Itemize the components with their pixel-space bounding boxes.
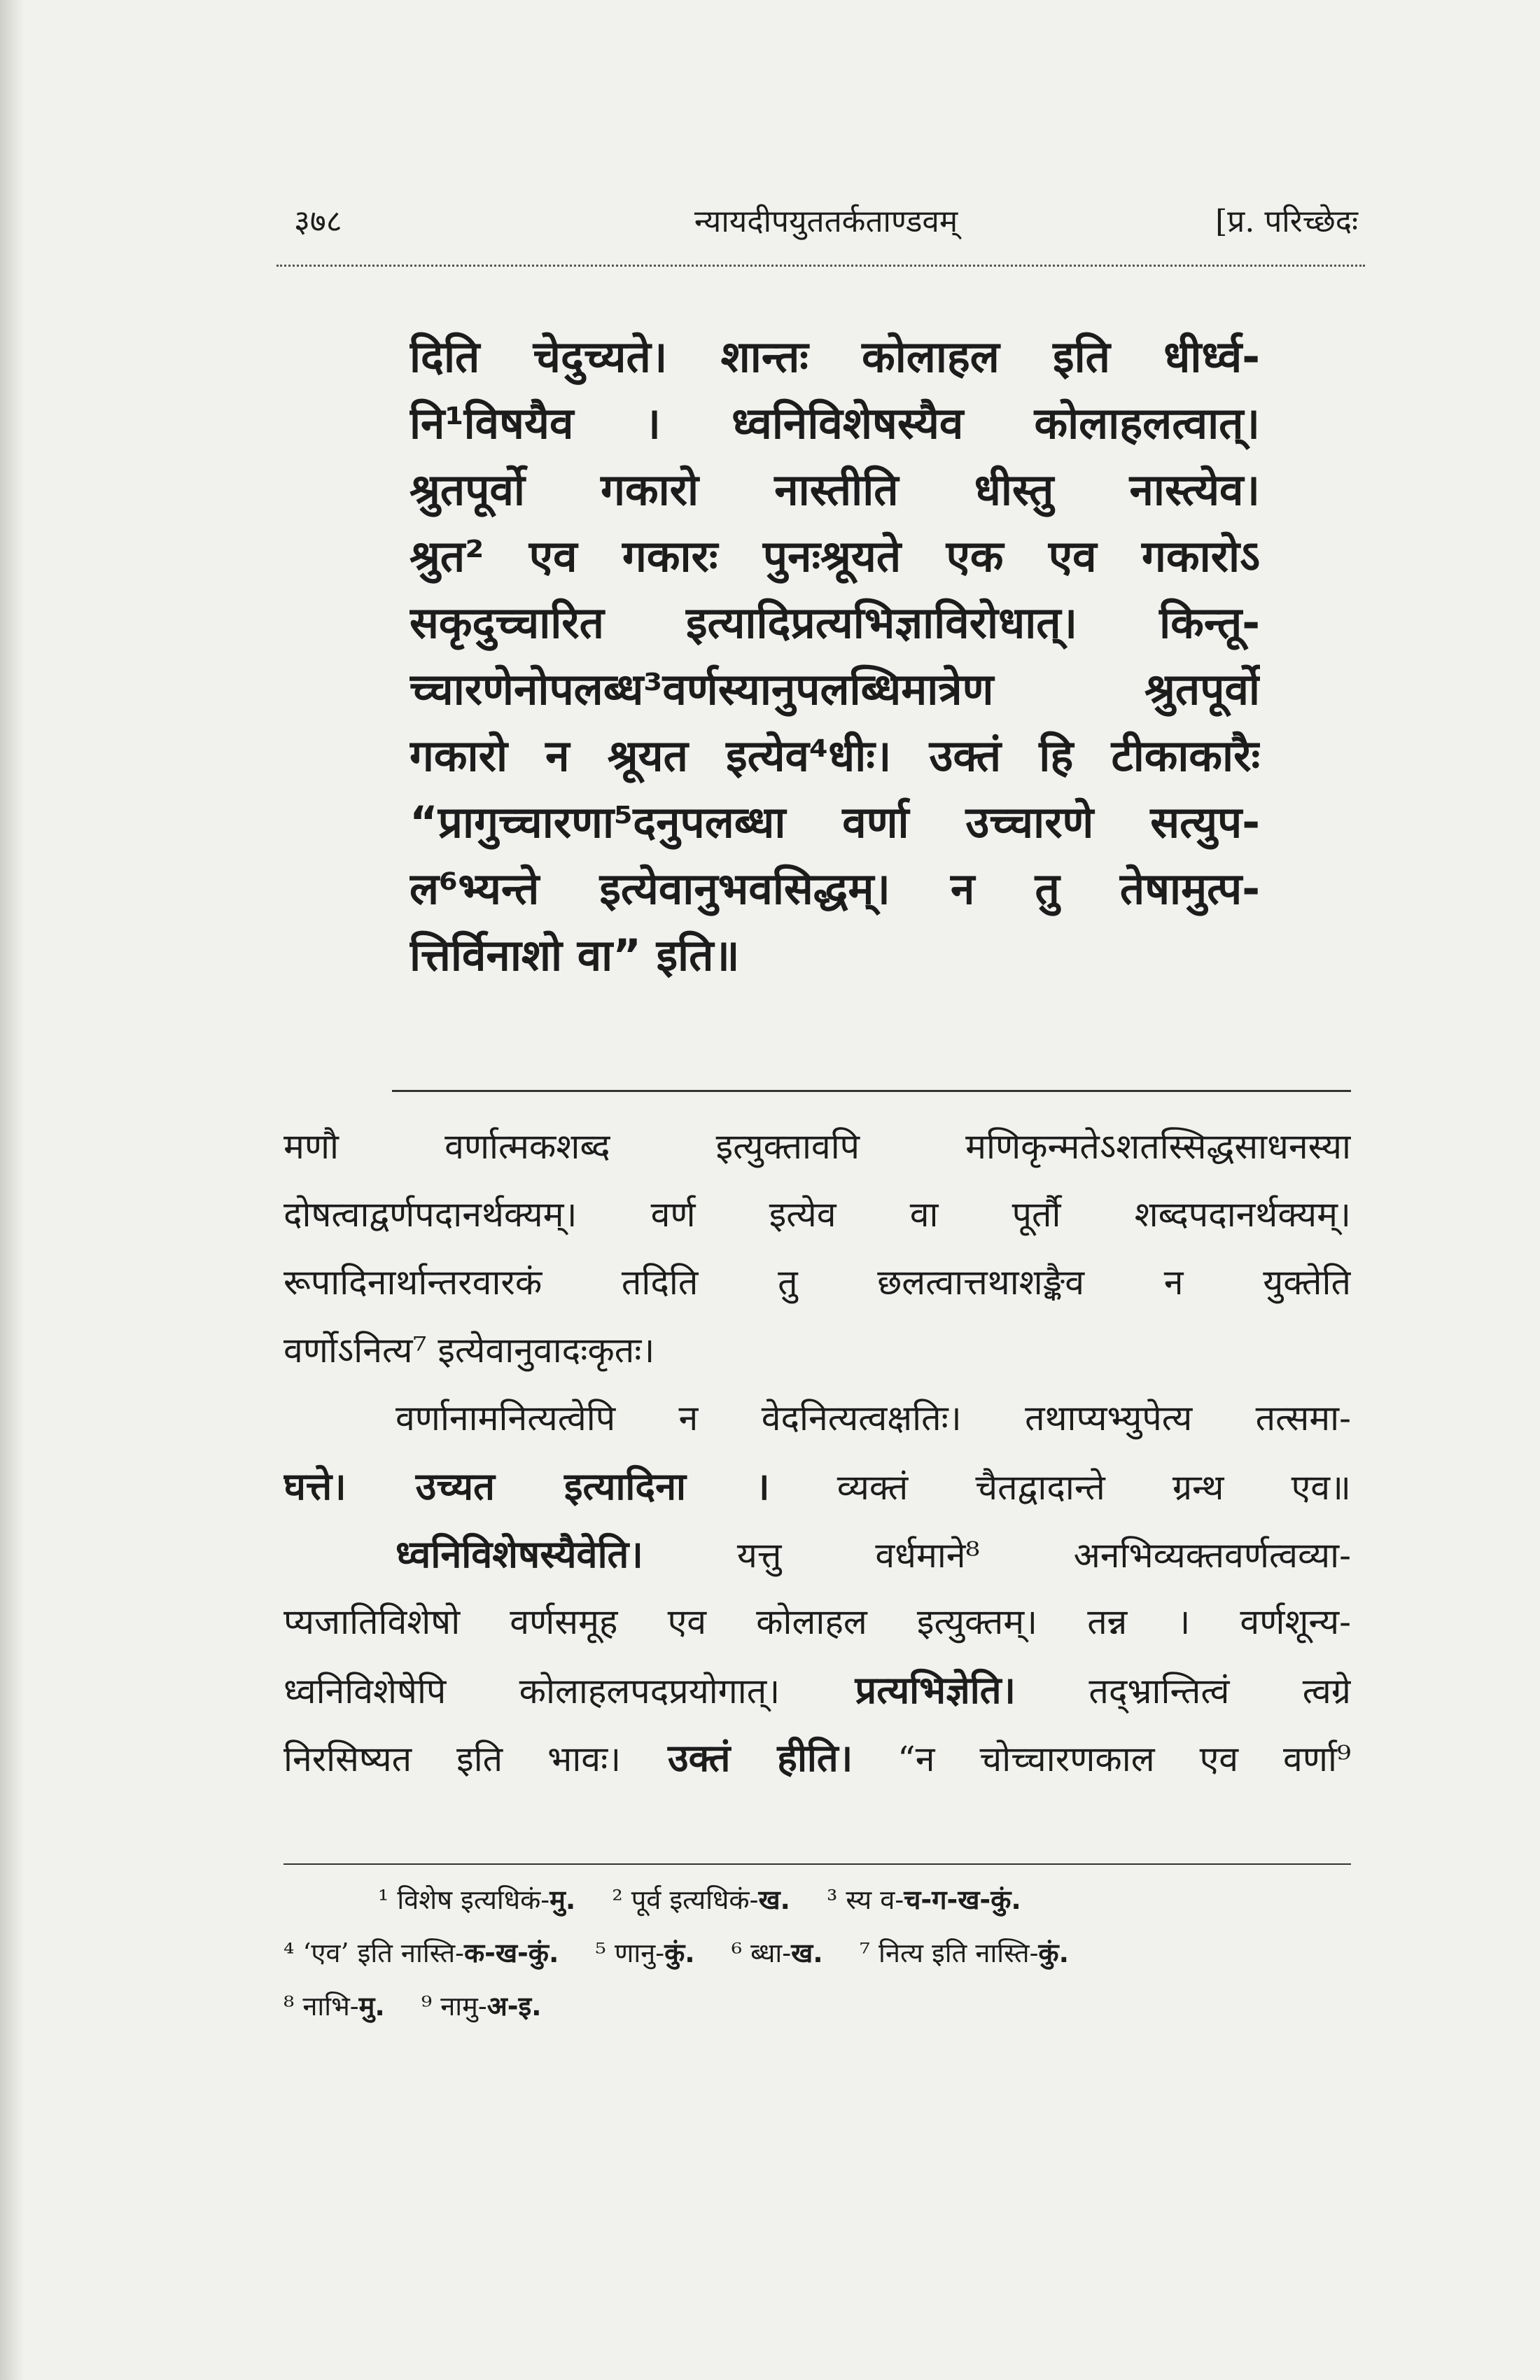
main-text-line: दिति चेदुच्यते। शान्तः कोलाहल इति धीर्ध्व- xyxy=(410,331,1260,382)
footnotes xyxy=(284,1873,1351,2033)
commentary-line: ध्वनिविशेषेपि कोलाहलपदप्रयोगात्। प्रत्यभिज्ञेति। तद्भ्रान्तित्वं त्वग्रे xyxy=(284,1668,1351,1712)
commentary-line: दोषत्वाद्वर्णपदानर्थक्यम्। वर्ण इत्येव वा पूर्तौ शब्दपदानर्थक्यम्। xyxy=(284,1194,1351,1235)
footnote: ⁸ नाभि-मु. xyxy=(284,1991,385,2022)
commentary-line: मणौ वर्णात्मकशब्द इत्युक्तावपि मणिकृन्मतेऽशतस्सिद्धसाधनस्या xyxy=(284,1126,1351,1167)
commentary-line: रूपादिनार्थान्तरवारकं तदिति तु छलत्वात्तथाशङ्कैव न युक्तेति xyxy=(284,1262,1351,1303)
commentary-line: निरसिष्यत इति भावः। उक्तं हीति। “न चोच्चारणकाल एव वर्णा⁹ xyxy=(284,1736,1351,1780)
book-title: न्यायदीपयुततर्कताण्डवम् xyxy=(694,204,958,239)
main-text-line: “प्रागुच्चारणा⁵दनुपलब्धा वर्णा उच्चारणे सत्युप- xyxy=(410,797,1260,848)
commentary-text xyxy=(284,1113,1351,1792)
main-text-line: सकृदुच्चारित इत्यादिप्रत्यभिज्ञाविरोधात्। किन्तू- xyxy=(410,597,1260,648)
page-number: ३७८ xyxy=(294,204,342,239)
footnote-line xyxy=(284,1980,1351,2033)
main-text-line: त्तिर्विनाशो वा” इति॥ xyxy=(410,930,740,981)
footnote: ¹ विशेष इत्यधिकं-मु. xyxy=(378,1884,576,1915)
commentary-line: वर्णानामनित्यत्वेपि न वेदनित्यत्वक्षतिः। तथाप्यभ्युपेत्य तत्समा- xyxy=(396,1398,1351,1438)
pratika-bold: प्रत्यभिज्ञेति। xyxy=(780,1668,1016,1712)
footnote: ² पूर्व इत्यधिकं-ख. xyxy=(612,1884,790,1915)
commentary-line: घत्ते। उच्यत इत्यादिना । व्यक्तं चैतद्वादान्ते ग्रन्थ एव॥ xyxy=(284,1464,1351,1508)
section-label: [प्र. परिच्छेदः xyxy=(1215,204,1358,239)
pratika-bold: उक्तं हीति। xyxy=(621,1736,853,1780)
pratika-bold: घत्ते। उच्यत इत्यादिना । xyxy=(284,1464,770,1508)
text-separator-rule xyxy=(392,1090,1351,1092)
footnote-line xyxy=(284,1926,1351,1980)
main-text-line: नि¹विषयैव । ध्वनिविशेषस्यैव कोलाहलत्वात्। xyxy=(410,398,1260,449)
main-text-line: श्रुतपूर्वो गकारो नास्तीति धीस्तु नास्त्येव। xyxy=(410,464,1260,515)
main-text-line: च्चारणेनोपलब्ध³वर्णस्यानुपलब्धिमात्रेण श्रुतपूर्वो xyxy=(410,664,1260,715)
footnote: ⁷ नित्य इति नास्ति-कुं. xyxy=(859,1938,1070,1968)
header-rule xyxy=(276,265,1365,272)
footnote: ⁹ नामु-अ-इ. xyxy=(421,1991,542,2022)
commentary-line: ध्वनिविशेषस्यैवेति। यत्तु वर्धमाने⁸ अनभिव्यक्तवर्णत्वव्या- xyxy=(396,1532,1351,1576)
page-edge-shadow xyxy=(0,0,24,2380)
pratika-bold: ध्वनिविशेषस्यैवेति। xyxy=(396,1532,643,1576)
main-text-line: गकारो न श्रूयत इत्येव⁴धीः। उक्तं हि टीकाकारैः xyxy=(410,730,1260,781)
main-text-line: ल⁶भ्यन्ते इत्येवानुभवसिद्धम्। न तु तेषामुत्प- xyxy=(410,863,1260,914)
running-header xyxy=(294,197,1358,246)
footnote: ⁶ ब्धा-ख. xyxy=(731,1938,823,1968)
footnote: ⁴ ‘एव’ इति नास्ति-क-ख-कुं. xyxy=(284,1938,559,1968)
footnote: ³ स्य व-च-ग-ख-कुं. xyxy=(827,1884,1021,1915)
footnote: ⁵ णानु-कुं. xyxy=(595,1938,695,1968)
commentary-line: प्यजातिविशेषो वर्णसमूह एव कोलाहल इत्युक्तम्। तन्न । वर्णशून्य- xyxy=(284,1602,1351,1642)
commentary-line: वर्णोऽनित्य⁷ इत्येवानुवादःकृतः। xyxy=(284,1330,655,1371)
footnote-line xyxy=(284,1873,1351,1926)
main-text-line: श्रुत² एव गकारः पुनःश्रूयते एक एव गकारोऽ xyxy=(410,531,1260,582)
footnote-rule xyxy=(284,1863,1351,1865)
main-text xyxy=(410,323,1260,988)
